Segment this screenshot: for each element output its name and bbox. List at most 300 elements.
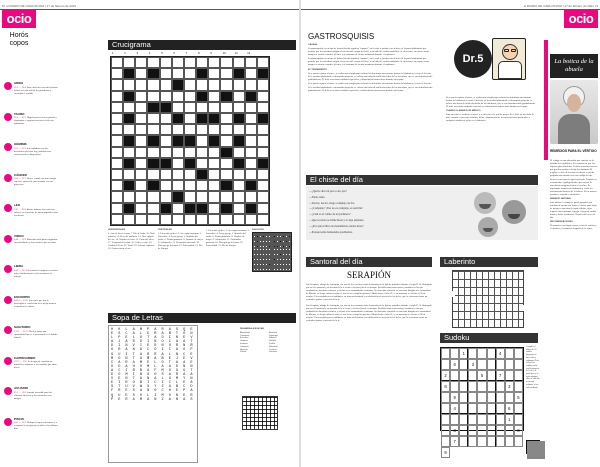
crossword-cell[interactable]	[111, 113, 123, 124]
crossword-cell[interactable]	[208, 203, 220, 214]
crossword-number: 4	[148, 52, 151, 55]
crossword-cell	[123, 180, 135, 191]
zodiac-icon	[4, 387, 12, 395]
crossword-cell[interactable]	[184, 68, 196, 79]
crossword-cell[interactable]	[123, 124, 135, 135]
zodiac-icon	[4, 357, 12, 365]
crossword-cell[interactable]	[196, 79, 208, 90]
sudoku-cell[interactable]	[496, 403, 505, 414]
right-page	[300, 0, 600, 467]
sudoku-instructions-text: Complete el tablero de 81 casillas dispuestas en nueve filas y columnas. Debe rellenar las casillas vacías con los números del 1 al 9, de modo que no se repita ninguna cifra en cada fila, ni en cada columna, ni en cada cuadrado.	[526, 346, 540, 389]
sign-text: 24/8 — 23/9 Momento ideal para reorganizar sus prioridades y dejar atrás lo que no suma.	[14, 238, 58, 245]
sudoku-cell[interactable]	[514, 403, 523, 414]
sudoku-cell[interactable]	[487, 359, 496, 370]
header-rule-right	[300, 9, 600, 10]
crossword-cell[interactable]	[172, 102, 184, 113]
crossword-cell[interactable]	[123, 191, 135, 202]
sign-text: 22/5 — 21/6 Sea cuidadoso con las decisiones que tome hoy, podrían tener consecuencias a largo plazo.	[14, 146, 52, 156]
crossword-cell[interactable]	[135, 68, 147, 79]
dr5-circle: Dr.5	[454, 40, 492, 78]
crossword-cell[interactable]	[123, 214, 135, 225]
sudoku-cell[interactable]	[487, 436, 496, 447]
crossword-cell	[160, 203, 172, 214]
crossword-cell[interactable]	[135, 57, 147, 68]
crossword-cell[interactable]	[245, 102, 257, 113]
crossword-cell[interactable]	[135, 135, 147, 146]
sudoku-cell[interactable]	[487, 403, 496, 414]
crossword-cell[interactable]	[208, 68, 220, 79]
crossword-cell[interactable]	[233, 91, 245, 102]
sudoku-cell[interactable]	[459, 414, 468, 425]
crossword-cell[interactable]	[233, 180, 245, 191]
sudoku-cell[interactable]	[441, 414, 450, 425]
zodiac-icon	[4, 143, 12, 151]
crossword-cell[interactable]	[208, 79, 220, 90]
crossword-cell[interactable]	[172, 203, 184, 214]
crossword-cell[interactable]	[196, 57, 208, 68]
sudoku-cell[interactable]	[477, 392, 486, 403]
crossword-cell[interactable]	[184, 214, 196, 225]
crossword-cell	[196, 91, 208, 102]
sign-name: LIBRA	[14, 264, 24, 268]
gastro-sub-tratamiento: EL TRATAMIENTO	[308, 69, 327, 72]
wordlist-item: Helado	[269, 340, 276, 343]
brand-logo-right: ocio	[564, 10, 598, 28]
crossword-cell[interactable]	[245, 57, 257, 68]
crossword-cell[interactable]	[208, 180, 220, 191]
sign-dates: 22/12 — 20/1	[14, 360, 28, 364]
crossword-cell[interactable]	[245, 135, 257, 146]
crossword-cell[interactable]	[147, 191, 159, 202]
sudoku-cell[interactable]	[468, 348, 477, 359]
crossword-cell[interactable]	[257, 124, 269, 135]
crossword-cell[interactable]	[111, 169, 123, 180]
crossword-cell[interactable]	[147, 57, 159, 68]
zodiac-icon	[4, 265, 12, 273]
crossword-cell[interactable]	[111, 57, 123, 68]
sudoku-cell[interactable]	[459, 359, 468, 370]
crossword-cell[interactable]	[147, 147, 159, 158]
crossword-cell	[123, 113, 135, 124]
crossword-cell[interactable]	[160, 147, 172, 158]
crossword-cell	[123, 68, 135, 79]
sudoku-cell[interactable]	[477, 414, 486, 425]
crossword-cell[interactable]	[233, 169, 245, 180]
crossword-cell[interactable]	[172, 147, 184, 158]
crossword-number: 3	[136, 52, 139, 55]
sudoku-cell[interactable]	[477, 425, 486, 436]
crossword-cell[interactable]	[135, 79, 147, 90]
crossword-cell[interactable]	[111, 203, 123, 214]
sudoku-cell[interactable]	[468, 425, 477, 436]
crossword-cell[interactable]	[147, 124, 159, 135]
crossword-cell	[160, 158, 172, 169]
crossword-cell[interactable]	[135, 191, 147, 202]
crossword-cell[interactable]	[245, 113, 257, 124]
wordsearch-grid[interactable]	[111, 328, 194, 402]
crossword-cell[interactable]	[184, 191, 196, 202]
sudoku-cell[interactable]	[441, 392, 450, 403]
crossword-cell[interactable]	[208, 91, 220, 102]
sudoku-cell[interactable]	[441, 348, 450, 359]
crossword-cell[interactable]	[257, 79, 269, 90]
crossword-cell[interactable]	[135, 91, 147, 102]
crossword-cell[interactable]	[257, 135, 269, 146]
crossword-cell[interactable]	[220, 102, 232, 113]
sudoku-cell[interactable]	[441, 359, 450, 370]
crossword-cell[interactable]	[135, 158, 147, 169]
crossword-cell[interactable]	[111, 124, 123, 135]
sign-text: 21/4 — 21/5 Haga las paces con su pasado y dispóngase a empezar un nuevo ciclo con optimismo.	[14, 116, 57, 126]
crossword-clues-extra	[206, 229, 250, 248]
crossword-cell[interactable]	[257, 147, 269, 158]
crossword-cell[interactable]	[123, 169, 135, 180]
solution-cell	[543, 457, 545, 459]
crossword-cell[interactable]	[160, 191, 172, 202]
crossword-cell[interactable]	[135, 113, 147, 124]
crossword-cell[interactable]	[160, 57, 172, 68]
crossword-cell[interactable]	[184, 91, 196, 102]
crossword-cell[interactable]	[172, 57, 184, 68]
sudoku-cell[interactable]	[459, 436, 468, 447]
crossword-cell[interactable]	[172, 68, 184, 79]
crossword-cell[interactable]	[220, 158, 232, 169]
crossword-cell[interactable]	[135, 102, 147, 113]
crossword-cell[interactable]	[257, 91, 269, 102]
crossword-cell[interactable]	[111, 180, 123, 191]
crossword-cell[interactable]	[123, 102, 135, 113]
sudoku-cell[interactable]	[459, 370, 468, 381]
crossword-number: 5	[161, 52, 163, 55]
crossword-cell[interactable]	[135, 203, 147, 214]
crying-laughing-emoji-icon	[502, 200, 526, 224]
crossword-cell[interactable]	[147, 169, 159, 180]
sudoku-cell[interactable]	[477, 359, 486, 370]
sudoku-cell[interactable]	[468, 436, 477, 447]
crossword-cell[interactable]	[245, 68, 257, 79]
crossword-cell[interactable]	[208, 214, 220, 225]
sudoku-cell[interactable]	[496, 425, 505, 436]
saint-body	[306, 283, 432, 322]
sudoku-cell[interactable]	[459, 381, 468, 392]
sudoku-cell[interactable]	[468, 381, 477, 392]
sudoku-cell[interactable]	[477, 348, 486, 359]
sign-name: PISCIS	[14, 416, 24, 421]
crossword-cell[interactable]	[123, 147, 135, 158]
sudoku-cell[interactable]	[505, 392, 514, 403]
crossword-cell[interactable]	[111, 191, 123, 202]
crossword-cell[interactable]	[111, 158, 123, 169]
crossword-cell[interactable]	[172, 158, 184, 169]
crossword-cell[interactable]	[220, 57, 232, 68]
sudoku-cell: 3	[505, 381, 514, 392]
crossword-cell[interactable]	[257, 102, 269, 113]
joke-line: —Porque tenía demasiados problemas.	[309, 230, 353, 234]
crossword-cell	[257, 158, 269, 169]
sudoku-cell[interactable]	[468, 370, 477, 381]
crossword-cell[interactable]	[184, 124, 196, 135]
crossword-cell[interactable]	[233, 147, 245, 158]
wordlist-item: Domingo	[269, 334, 278, 337]
crossword-cell	[220, 180, 232, 191]
sudoku-cell[interactable]	[477, 436, 486, 447]
crossword-cell[interactable]	[111, 102, 123, 113]
sign-name: ACUARIO	[14, 386, 28, 390]
sudoku-cell[interactable]	[487, 425, 496, 436]
sudoku-cell[interactable]	[441, 403, 450, 414]
sign-name: LEO	[14, 203, 21, 207]
botica-accent-bar	[544, 40, 548, 160]
wordsearch-row: D O M I N G O S A R A A	[111, 373, 194, 378]
crossword-cell	[184, 203, 196, 214]
crossword-cell[interactable]	[196, 102, 208, 113]
botica-body	[550, 159, 598, 230]
crossword-cell[interactable]	[208, 124, 220, 135]
sign-text: 22/12 — 20/1 Es tiempo de escuchar su intuición y animarse a los cambios que tanto desea.	[14, 360, 57, 370]
crossword-cell[interactable]	[220, 169, 232, 180]
crossword-cell[interactable]	[257, 203, 269, 214]
crossword-cell[interactable]	[233, 79, 245, 90]
crossword-cell	[196, 169, 208, 180]
sudoku-cell[interactable]	[514, 359, 523, 370]
gastro-title: GASTROSQUISIS	[308, 32, 375, 41]
sudoku-cell: 9	[441, 447, 450, 458]
crossword-cell[interactable]	[245, 191, 257, 202]
sudoku-cell[interactable]	[514, 436, 523, 447]
wordsearch-row: D I N V I E R N O R N Ñ	[111, 344, 194, 349]
crossword-cell[interactable]	[135, 124, 147, 135]
sudoku-cell[interactable]	[459, 425, 468, 436]
crossword-cell	[233, 68, 245, 79]
crossword-cell[interactable]	[135, 180, 147, 191]
crossword-cell[interactable]	[208, 57, 220, 68]
crossword-cell[interactable]	[208, 102, 220, 113]
sudoku-cell[interactable]	[505, 370, 514, 381]
zodiac-icon	[4, 235, 12, 243]
crossword-cell[interactable]	[184, 102, 196, 113]
crossword-cell[interactable]	[111, 91, 123, 102]
sudoku-cell[interactable]	[441, 425, 450, 436]
crossword-cell[interactable]	[184, 79, 196, 90]
crossword-cell[interactable]	[160, 91, 172, 102]
sudoku-cell[interactable]	[496, 381, 505, 392]
sudoku-cell: 4	[450, 403, 459, 414]
crossword-cell[interactable]	[208, 169, 220, 180]
gastro-sub-causas: CAUSAS	[308, 44, 318, 46]
crossword-number: 7	[185, 52, 188, 55]
zodiac-icon	[4, 204, 12, 212]
sudoku-cell[interactable]	[459, 392, 468, 403]
wordsearch-row: C A R A M E L O T A A E	[111, 360, 194, 365]
crossword-cell[interactable]	[135, 214, 147, 225]
crossword-cell[interactable]	[220, 79, 232, 90]
gastro-body-causas-2: La gastrosquisis es un tipo de hernia (hernia significa "ruptura") en la cual se produce un defecto de la pared abdominal que permite que los intestinos salgan al exterior del cuerpo del bebé, a un lado del cordón umbilical. Se desconoce su causa exacta, aunque se asocia a madres jóvenes y al consumo de ciertas sustancias durante el embarazo.	[308, 57, 430, 67]
sudoku-cell[interactable]	[468, 403, 477, 414]
sudoku-cell[interactable]	[514, 370, 523, 381]
crossword-cell[interactable]	[172, 169, 184, 180]
sudoku-cell[interactable]	[496, 414, 505, 425]
crossword-cell	[147, 135, 159, 146]
sign-dates: 22/5 — 21/6	[14, 146, 27, 150]
crossword-cell[interactable]	[135, 169, 147, 180]
sudoku-cell[interactable]	[441, 436, 450, 447]
sudoku-cell[interactable]	[487, 381, 496, 392]
sudoku-cell[interactable]	[505, 436, 514, 447]
sudoku-cell: 7	[496, 370, 505, 381]
crossword-cell[interactable]	[184, 113, 196, 124]
sudoku-cell[interactable]	[477, 403, 486, 414]
crossword-number: 2	[124, 52, 126, 55]
crossword-cell[interactable]	[184, 180, 196, 191]
sudoku-cell[interactable]	[487, 370, 496, 381]
crossword-cell[interactable]	[172, 214, 184, 225]
gastro-body-causas: La gastrosquisis es un tipo de hernia (hernia significa "ruptura") en la cual se produce un defecto de la pared abdominal que permite que los intestinos salgan al exterior del cuerpo del bebé, a un lado del cordón umbilical. Se desconoce su causa exacta, aunque se asocia a madres jóvenes y al consumo de ciertas sustancias durante el embarazo.	[308, 46, 430, 56]
sudoku-cell[interactable]	[450, 381, 459, 392]
crossword-cell[interactable]	[160, 79, 172, 90]
crossword-cell[interactable]	[220, 68, 232, 79]
crossword-cell[interactable]	[220, 135, 232, 146]
sudoku-cell[interactable]	[450, 348, 459, 359]
sudoku-cell[interactable]	[505, 425, 514, 436]
crossword-cell[interactable]	[160, 135, 172, 146]
crossword-cell[interactable]	[147, 79, 159, 90]
crossword-cell[interactable]	[196, 124, 208, 135]
joke-box	[306, 186, 538, 240]
sudoku-cell[interactable]	[459, 403, 468, 414]
sudoku-cell[interactable]	[514, 348, 523, 359]
crossword-cell[interactable]	[160, 68, 172, 79]
crossword-cell[interactable]	[111, 147, 123, 158]
crossword-cell[interactable]	[257, 180, 269, 191]
crossword-cell[interactable]	[233, 102, 245, 113]
wordlist-item: Lámpara	[240, 345, 249, 348]
sudoku-cell[interactable]	[477, 381, 486, 392]
crossword-cell[interactable]	[172, 91, 184, 102]
wordlist-item: Jardín	[269, 342, 276, 345]
crossword-cell[interactable]	[257, 169, 269, 180]
crossword-cell[interactable]	[257, 214, 269, 225]
crossword-cell[interactable]	[147, 203, 159, 214]
crossword-cell[interactable]	[111, 135, 123, 146]
crossword-cell[interactable]	[160, 214, 172, 225]
crossword-cell[interactable]	[172, 180, 184, 191]
crossword-cell[interactable]	[123, 79, 135, 90]
wordsearch-solution-thumbnail	[242, 396, 278, 430]
wordsearch-row: P E R A M A N Z A N A S	[111, 397, 194, 402]
crossword-cell[interactable]	[233, 203, 245, 214]
crossword-cell[interactable]	[220, 124, 232, 135]
crossword-cell	[257, 68, 269, 79]
sudoku-cell[interactable]	[505, 348, 514, 359]
crossword-grid[interactable]	[110, 56, 270, 226]
crossword-cell[interactable]	[220, 191, 232, 202]
crossword-cell[interactable]	[245, 147, 257, 158]
maze-puzzle[interactable]	[452, 270, 524, 328]
crossword-cell[interactable]	[160, 124, 172, 135]
crossword-cell[interactable]	[233, 214, 245, 225]
crossword-cell[interactable]	[184, 169, 196, 180]
crossword-cell[interactable]	[160, 113, 172, 124]
crossword-cell[interactable]	[135, 147, 147, 158]
crossword-cell[interactable]	[196, 158, 208, 169]
crossword-cell[interactable]	[196, 135, 208, 146]
crossword-cell	[233, 135, 245, 146]
crossword-cell[interactable]	[160, 180, 172, 191]
crossword-cell[interactable]	[196, 214, 208, 225]
sudoku-cell[interactable]	[468, 392, 477, 403]
sudoku-cell[interactable]	[496, 359, 505, 370]
sudoku-cell[interactable]	[496, 436, 505, 447]
sudoku-title: Sudoku	[440, 333, 538, 343]
sudoku-cell[interactable]	[487, 392, 496, 403]
crossword-cell[interactable]	[123, 57, 135, 68]
crossword-cell[interactable]	[111, 68, 123, 79]
wordsearch-row: A C I R B A F M O G O T	[111, 368, 194, 373]
crossword-cell[interactable]	[196, 180, 208, 191]
crossword-cell[interactable]	[208, 191, 220, 202]
sudoku-cell[interactable]	[468, 414, 477, 425]
crossword-cell	[160, 102, 172, 113]
sudoku-cell[interactable]	[505, 359, 514, 370]
crossword-cell[interactable]	[196, 147, 208, 158]
crossword-cell[interactable]	[111, 79, 123, 90]
sign-dates: 23/11 — 21/12	[14, 329, 29, 333]
crossword-cell[interactable]	[147, 113, 159, 124]
crossword-cell[interactable]	[184, 57, 196, 68]
crossword-cell[interactable]	[257, 57, 269, 68]
sudoku-cell[interactable]	[450, 414, 459, 425]
crossword-cell[interactable]	[196, 191, 208, 202]
header-rule	[0, 9, 300, 10]
sudoku-cell[interactable]	[514, 414, 523, 425]
crossword-cell[interactable]	[245, 124, 257, 135]
crossword-cell[interactable]	[245, 158, 257, 169]
wordsearch-row: S T U V W X Y Z A B C D	[111, 385, 194, 390]
crossword-cell[interactable]	[160, 169, 172, 180]
wordlist-item: Montaña	[269, 345, 278, 348]
crossword-cell[interactable]	[111, 214, 123, 225]
crossword-cell[interactable]	[245, 169, 257, 180]
sudoku-grid[interactable]	[440, 347, 524, 455]
crossword-cell[interactable]	[233, 124, 245, 135]
sudoku-cell[interactable]	[487, 414, 496, 425]
crossword-cell[interactable]	[220, 113, 232, 124]
wordsearch-row: V E N T A N A L U M Y N	[111, 377, 194, 382]
crossword-cell[interactable]	[208, 158, 220, 169]
crossword-number: 8	[198, 52, 200, 55]
sudoku-cell[interactable]	[450, 370, 459, 381]
crossword-cell[interactable]	[233, 57, 245, 68]
crossword-cell[interactable]	[147, 214, 159, 225]
crossword-cell[interactable]	[147, 91, 159, 102]
crossword-cell[interactable]	[245, 79, 257, 90]
zodiac-icon	[4, 113, 12, 121]
crossword-cell[interactable]	[172, 124, 184, 135]
crossword-cell[interactable]	[184, 147, 196, 158]
crossword-cell[interactable]	[220, 214, 232, 225]
crossword-cell	[257, 113, 269, 124]
wordsearch-row: M O N T A Ñ A B E J E V	[111, 356, 194, 361]
crossword-cell[interactable]	[245, 214, 257, 225]
crossword-cell[interactable]	[208, 147, 220, 158]
laughing-emoji-icon	[474, 192, 496, 214]
sudoku-cell[interactable]	[496, 392, 505, 403]
crossword-cell[interactable]	[233, 191, 245, 202]
crossword-cell[interactable]	[257, 191, 269, 202]
sudoku-cell[interactable]	[514, 381, 523, 392]
sudoku-cell[interactable]	[487, 348, 496, 359]
botica-title: La botica de la abuela	[550, 54, 598, 78]
